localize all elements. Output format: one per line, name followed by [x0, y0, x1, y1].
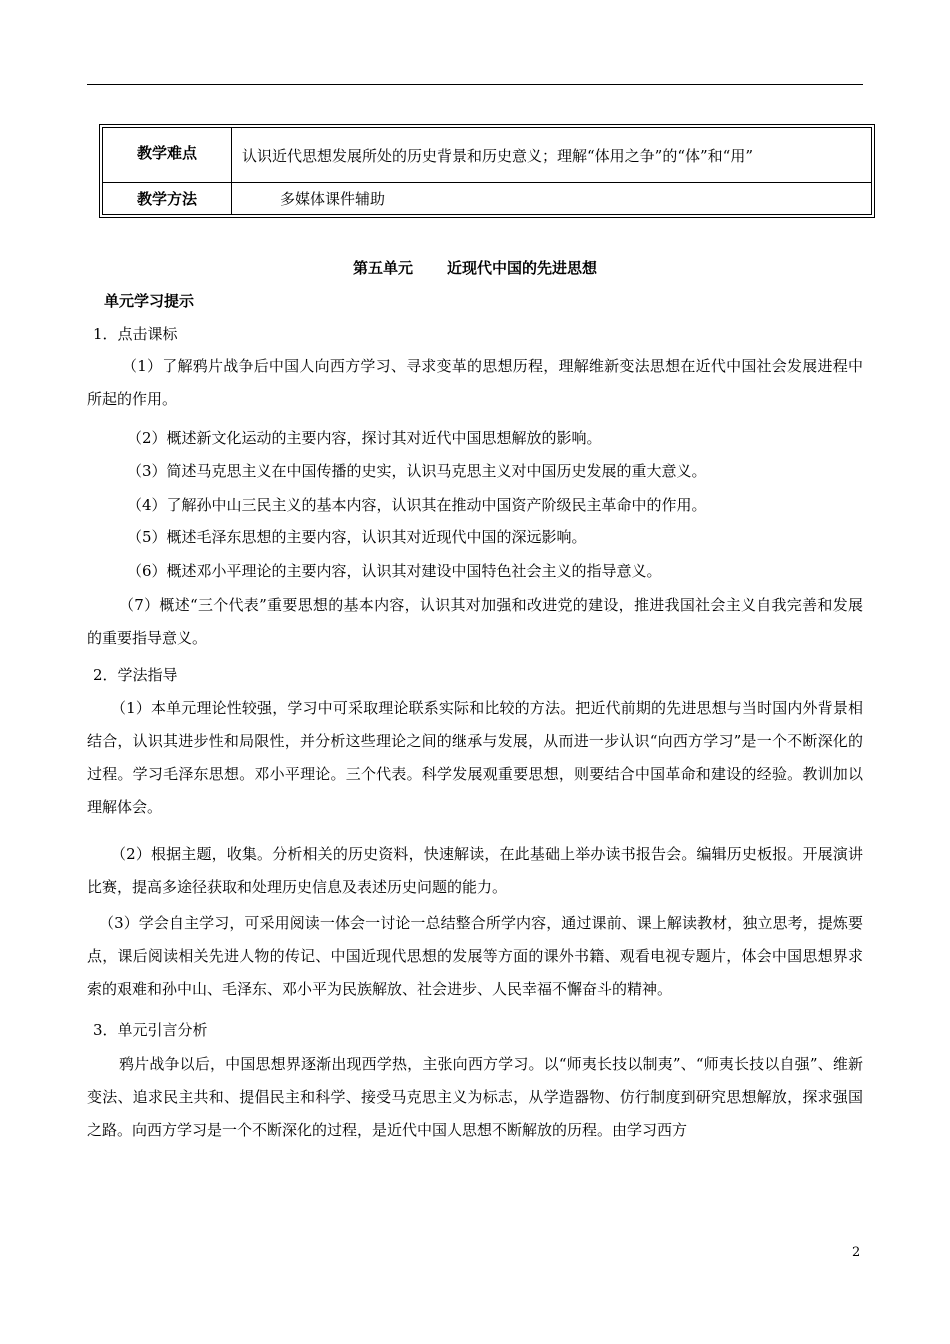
- info-table: [99, 124, 875, 218]
- section-heading: 单元学习提示: [104, 292, 195, 310]
- paragraph: 鸦片战争以后，中国思想界逐渐出现西学热，主张向西方学习。以“师夷长技以制夷”、“师夷长技以自强”、维新变法、追求民主共和、提倡民主和科学、接受马克思主义为标志，从学造器物、仿行制度到研究思想解放，探求强国之路。向西方学习是一个不断深化的过程，是近代中国人思想不断解放的历程。由学习西方: [87, 1055, 863, 1139]
- unit-name: 近现代中国的先进思想: [447, 259, 598, 277]
- subsection-heading: 1．点击课标: [93, 325, 178, 343]
- subsection-heading: 2．学法指导: [93, 666, 178, 684]
- paragraph: （4）了解孙中山三民主义的基本内容，认识其在推动中国资产阶级民主革命中的作用。: [127, 496, 707, 514]
- paragraph: （7）概述“三个代表”重要思想的基本内容，认识其对加强和改进党的建设，推进我国社会主义自我完善和发展的重要指导意义。: [87, 596, 863, 647]
- table-label: 教学难点: [103, 128, 232, 183]
- paragraph: （6）概述邓小平理论的主要内容，认识其对建设中国特色社会主义的指导意义。: [127, 562, 662, 580]
- paragraph: （1）了解鸦片战争后中国人向西方学习、寻求变革的思想历程，理解维新变法思想在近代中国社会发展进程中所起的作用。: [87, 357, 863, 408]
- paragraph: （5）概述毛泽东思想的主要内容，认识其对近现代中国的深远影响。: [127, 528, 587, 546]
- table-row: [103, 128, 872, 183]
- paragraph: （2）概述新文化运动的主要内容，探讨其对近代中国思想解放的影响。: [127, 429, 602, 447]
- table-value: 认识近代思想发展所处的历史背景和历史意义；理解“体用之争”的“体”和“用”: [232, 128, 872, 183]
- table-value: 多媒体课件辅助: [232, 183, 872, 215]
- paragraph: （1）本单元理论性较强，学习中可采取理论联系实际和比较的方法。把近代前期的先进思想与当时国内外背景相结合，认识其进步性和局限性，并分析这些理论之间的继承与发展，从而进一步认识“向西方学习”是一个不断深化的过程。学习毛泽东思想。邓小平理论。三个代表。科学发展观重要思想，则要结合中国革命和建设的经验。教训加以理解体会。: [87, 699, 863, 816]
- unit-title: [0, 257, 950, 278]
- subsection-heading: 3．单元引言分析: [93, 1021, 208, 1039]
- unit-number: 第五单元: [352, 259, 413, 277]
- table-label: 教学方法: [103, 183, 232, 215]
- header-rule: [87, 84, 863, 85]
- paragraph: （3）学会自主学习，可采用阅读一体会一讨论一总结整合所学内容，通过课前、课上解读教材，独立思考，提炼要点，课后阅读相关先进人物的传记、中国近现代思想的发展等方面的课外书籍、观看电视专题片，体会中国思想界求索的艰难和孙中山、毛泽东、邓小平为民族解放、社会进步、人民幸福不懈奋斗的精神。: [87, 914, 863, 998]
- paragraph: （3）简述马克思主义在中国传播的史实，认识马克思主义对中国历史发展的重大意义。: [127, 462, 707, 480]
- page-number: 2: [852, 1245, 861, 1260]
- table-row: [103, 183, 872, 215]
- paragraph: （2）根据主题，收集。分析相关的历史资料，快速解读，在此基础上举办读书报告会。编辑历史板报。开展演讲比赛，提高多途径获取和处理历史信息及表述历史问题的能力。: [87, 845, 863, 896]
